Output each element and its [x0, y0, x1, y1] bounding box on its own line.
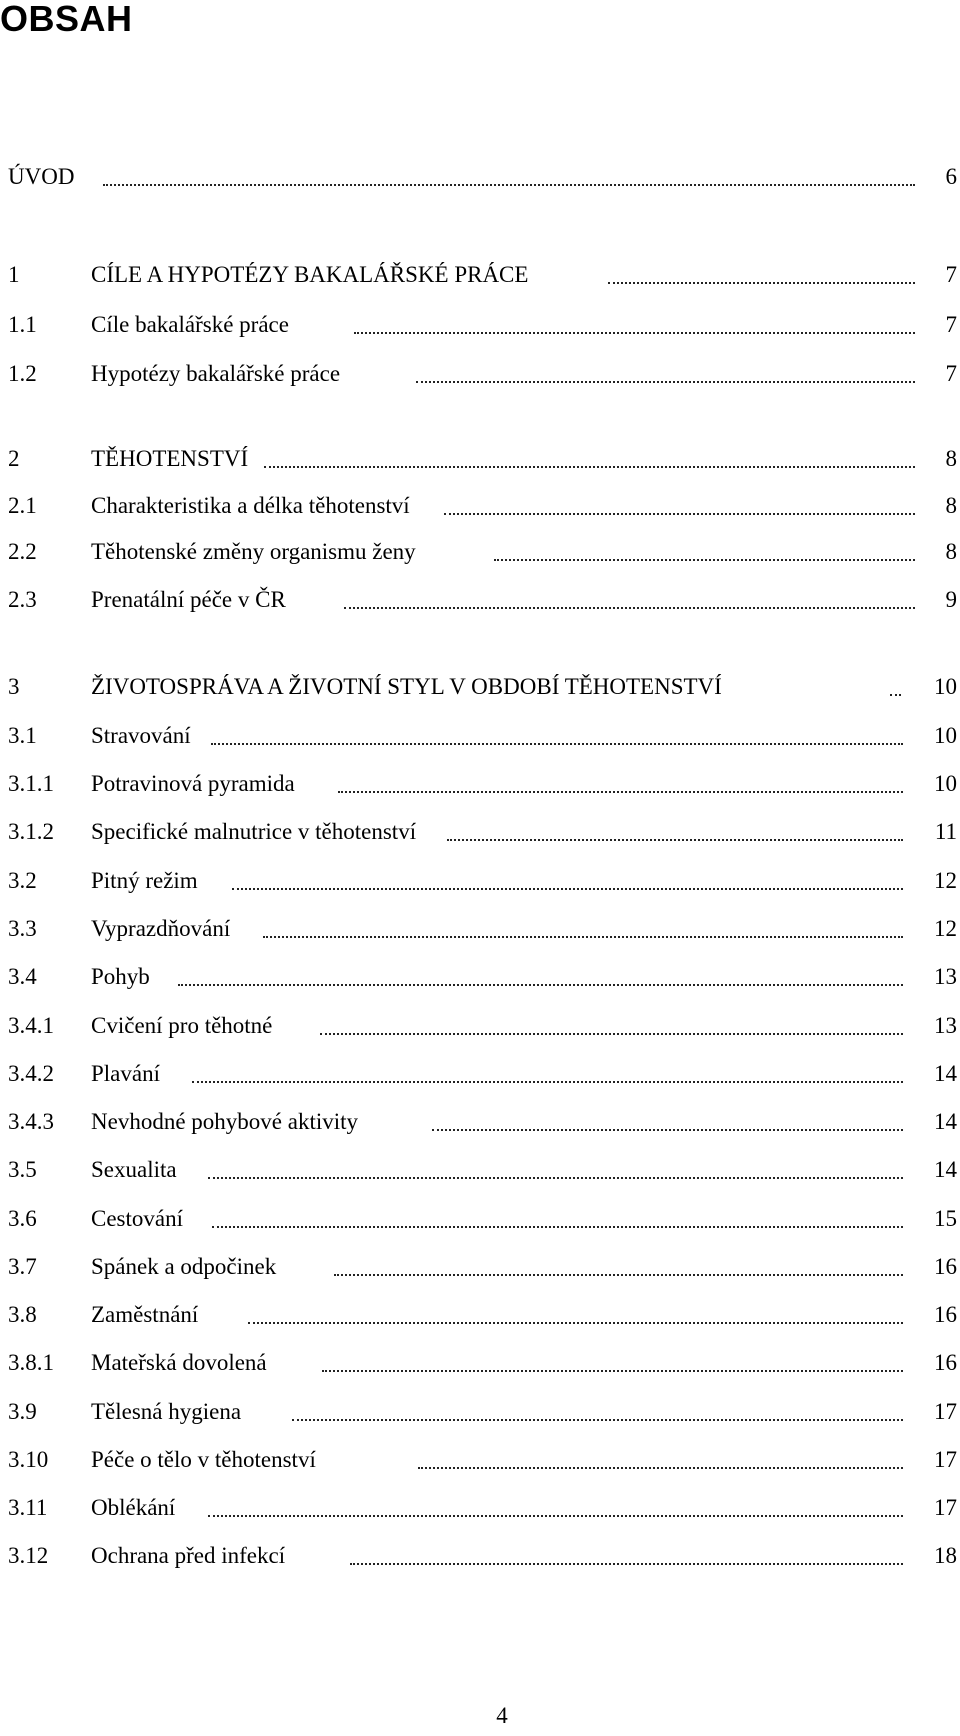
toc-entry-leader: [418, 1465, 903, 1469]
toc-entry-leader: [208, 1513, 903, 1517]
toc-entry-leader: [192, 1079, 903, 1083]
toc-entry-title: Charakteristika a délka těhotenství: [91, 493, 410, 518]
toc-entry-3-4[interactable]: [8, 962, 957, 992]
toc-entry-leader: [103, 182, 915, 186]
toc-entry-number: 3.10: [8, 1447, 49, 1472]
toc-entry-3-12[interactable]: [8, 1541, 957, 1571]
toc-entry-number: 3.5: [8, 1157, 37, 1182]
toc-entry-3-4-3[interactable]: [8, 1107, 957, 1137]
toc-entry-title: Specifické malnutrice v těhotenství: [91, 819, 417, 844]
toc-entry-3-1-1[interactable]: [8, 769, 957, 799]
toc-entry-number: 3.8: [8, 1302, 37, 1327]
toc-entry-title: ÚVOD: [8, 164, 75, 189]
toc-entry-page: 16: [934, 1350, 957, 1375]
toc-entry-leader: [211, 741, 903, 745]
toc-entry-3-11[interactable]: [8, 1493, 957, 1523]
toc-entry-leader: [263, 934, 903, 938]
toc-entry-leader: [248, 1320, 903, 1324]
toc-entry-title: Zaměstnání: [91, 1302, 199, 1327]
toc-entry-1[interactable]: [8, 260, 957, 290]
toc-entry-3-9[interactable]: [8, 1397, 957, 1427]
toc-entry-title: Cestování: [91, 1206, 183, 1231]
toc-entry-3-10[interactable]: [8, 1445, 957, 1475]
toc-entry-page: 10: [934, 674, 957, 699]
toc-entry-3-4-2[interactable]: [8, 1059, 957, 1089]
toc-entry-title: Tělesná hygiena: [91, 1399, 242, 1424]
toc-entry-title: Prenatální péče v ČR: [91, 587, 286, 612]
toc-entry-3-1[interactable]: [8, 721, 957, 751]
toc-entry-title: Těhotenské změny organismu ženy: [91, 539, 416, 564]
toc-entry-leader: [494, 557, 915, 561]
toc-entry-page: 15: [934, 1206, 957, 1231]
toc-entry-leader: [608, 280, 915, 284]
toc-entry-leader: [208, 1175, 903, 1179]
toc-entry-leader: [212, 1224, 903, 1228]
toc-entry-number: 3.1.1: [8, 771, 54, 796]
toc-entry-title: Potravinová pyramida: [91, 771, 295, 796]
toc-entry-3-8[interactable]: [8, 1300, 957, 1330]
toc-entry-title: Ochrana před infekcí: [91, 1543, 286, 1568]
toc-entry-3-1-2[interactable]: [8, 817, 957, 847]
toc-entry-leader: [344, 605, 915, 609]
toc-entry-number: 3.7: [8, 1254, 37, 1279]
toc-entry-uvod[interactable]: [8, 162, 957, 192]
toc-entry-page: 17: [934, 1447, 957, 1472]
toc-entry-title: Hypotézy bakalářské práce: [91, 361, 341, 386]
toc-entry-page: 10: [934, 771, 957, 796]
toc-entry-page: 17: [934, 1399, 957, 1424]
toc-entry-page: 13: [934, 964, 957, 989]
toc-entry-2-1[interactable]: [8, 491, 957, 521]
toc-entry-leader: [416, 379, 915, 383]
toc-entry-title: ŽIVOTOSPRÁVA A ŽIVOTNÍ STYL V OBDOBÍ TĚHOTENSTVÍ: [91, 674, 722, 699]
toc-entry-leader: [320, 1031, 903, 1035]
toc-entry-page: 10: [934, 723, 957, 748]
toc-entry-number: 3.4: [8, 964, 37, 989]
toc-entry-page: 11: [934, 819, 957, 844]
toc-entry-leader: [264, 464, 915, 468]
toc-entry-number: 3.8.1: [8, 1350, 54, 1375]
toc-entry-page: 7: [945, 262, 957, 287]
toc-entry-3-8-1[interactable]: [8, 1348, 957, 1378]
toc-entry-3-6[interactable]: [8, 1204, 957, 1234]
toc-entry-title: Cvičení pro těhotné: [91, 1013, 273, 1038]
toc-entry-page: 8: [945, 446, 957, 471]
toc-entry-title: Stravování: [91, 723, 191, 748]
toc-entry-page: 12: [934, 916, 957, 941]
toc-entry-leader: [444, 511, 915, 515]
toc-entry-page: 14: [934, 1157, 957, 1182]
toc-entry-page: 14: [934, 1109, 957, 1134]
toc-entry-number: 1.2: [8, 361, 37, 386]
toc-entry-3[interactable]: [8, 672, 957, 702]
toc-entry-3-7[interactable]: [8, 1252, 957, 1282]
toc-entry-title: Spánek a odpočinek: [91, 1254, 277, 1279]
toc-entry-number: 3.1: [8, 723, 37, 748]
toc-entry-3-4-1[interactable]: [8, 1011, 957, 1041]
page-number: 4: [496, 1703, 508, 1728]
toc-entry-2[interactable]: [8, 444, 957, 474]
toc-entry-page: 9: [945, 587, 957, 612]
toc-entry-page: 16: [934, 1302, 957, 1327]
page-title: OBSAH: [0, 0, 133, 39]
toc-entry-leader: [178, 982, 903, 986]
toc-entry-page: 18: [934, 1543, 957, 1568]
toc-entry-2-2[interactable]: [8, 537, 957, 567]
toc-entry-title: Cíle bakalářské práce: [91, 312, 289, 337]
toc-entry-number: 1.1: [8, 312, 37, 337]
toc-entry-number: 3.6: [8, 1206, 37, 1231]
toc-entry-3-2[interactable]: [8, 866, 957, 896]
toc-entry-page: 6: [945, 164, 957, 189]
toc-entry-page: 7: [945, 312, 957, 337]
toc-entry-leader: [350, 1561, 903, 1565]
toc-entry-title: Sexualita: [91, 1157, 177, 1182]
toc-entry-number: 2.2: [8, 539, 37, 564]
toc-entry-leader: [447, 837, 903, 841]
toc-entry-title: Pitný režim: [91, 868, 198, 893]
toc-entry-title: Vyprazdňování: [91, 916, 231, 941]
toc-entry-number: 3: [8, 674, 20, 699]
toc-entry-number: 3.3: [8, 916, 37, 941]
toc-entry-title: Oblékání: [91, 1495, 176, 1520]
toc-entry-title: Péče o tělo v těhotenství: [91, 1447, 316, 1472]
toc-entry-number: 2.1: [8, 493, 37, 518]
toc-entry-page: 14: [934, 1061, 957, 1086]
toc-entry-1-1[interactable]: [8, 310, 957, 340]
toc-entry-number: 2: [8, 446, 20, 471]
toc-entry-number: 3.4.1: [8, 1013, 54, 1038]
toc-entry-number: 3.9: [8, 1399, 37, 1424]
toc-entry-leader: [334, 1272, 903, 1276]
toc-entry-number: 3.12: [8, 1543, 49, 1568]
toc-entry-number: 3.2: [8, 868, 37, 893]
toc-entry-leader: [322, 1368, 903, 1372]
toc-entry-page: 12: [934, 868, 957, 893]
toc-entry-leader: [232, 886, 903, 890]
toc-entry-number: 3.4.3: [8, 1109, 54, 1134]
toc-entry-title: Plavání: [91, 1061, 160, 1086]
toc-entry-leader: [338, 789, 903, 793]
toc-entry-page: 7: [945, 361, 957, 386]
toc-entry-title: Pohyb: [91, 964, 150, 989]
toc-entry-leader: [292, 1417, 903, 1421]
toc-entry-1-2[interactable]: [8, 359, 957, 389]
toc-entry-3-3[interactable]: [8, 914, 957, 944]
toc-entry-page: 8: [945, 539, 957, 564]
toc-entry-number: 2.3: [8, 587, 37, 612]
toc-entry-leader: [890, 692, 901, 696]
toc-entry-page: 13: [934, 1013, 957, 1038]
toc-entry-3-5[interactable]: [8, 1155, 957, 1185]
toc-entry-number: 3.11: [8, 1495, 48, 1520]
toc-entry-number: 3.4.2: [8, 1061, 54, 1086]
toc-entry-page: 16: [934, 1254, 957, 1279]
toc-entry-number: 3.1.2: [8, 819, 54, 844]
toc-entry-leader: [432, 1127, 903, 1131]
toc-entry-title: CÍLE A HYPOTÉZY BAKALÁŘSKÉ PRÁCE: [91, 262, 529, 287]
toc-entry-number: 1: [8, 262, 20, 287]
toc-entry-title: Mateřská dovolená: [91, 1350, 267, 1375]
toc-entry-title: TĚHOTENSTVÍ: [91, 446, 249, 471]
toc-entry-leader: [354, 330, 915, 334]
toc-entry-page: 8: [945, 493, 957, 518]
toc-entry-page: 17: [934, 1495, 957, 1520]
toc-entry-2-3[interactable]: [8, 585, 957, 615]
toc-entry-title: Nevhodné pohybové aktivity: [91, 1109, 359, 1134]
